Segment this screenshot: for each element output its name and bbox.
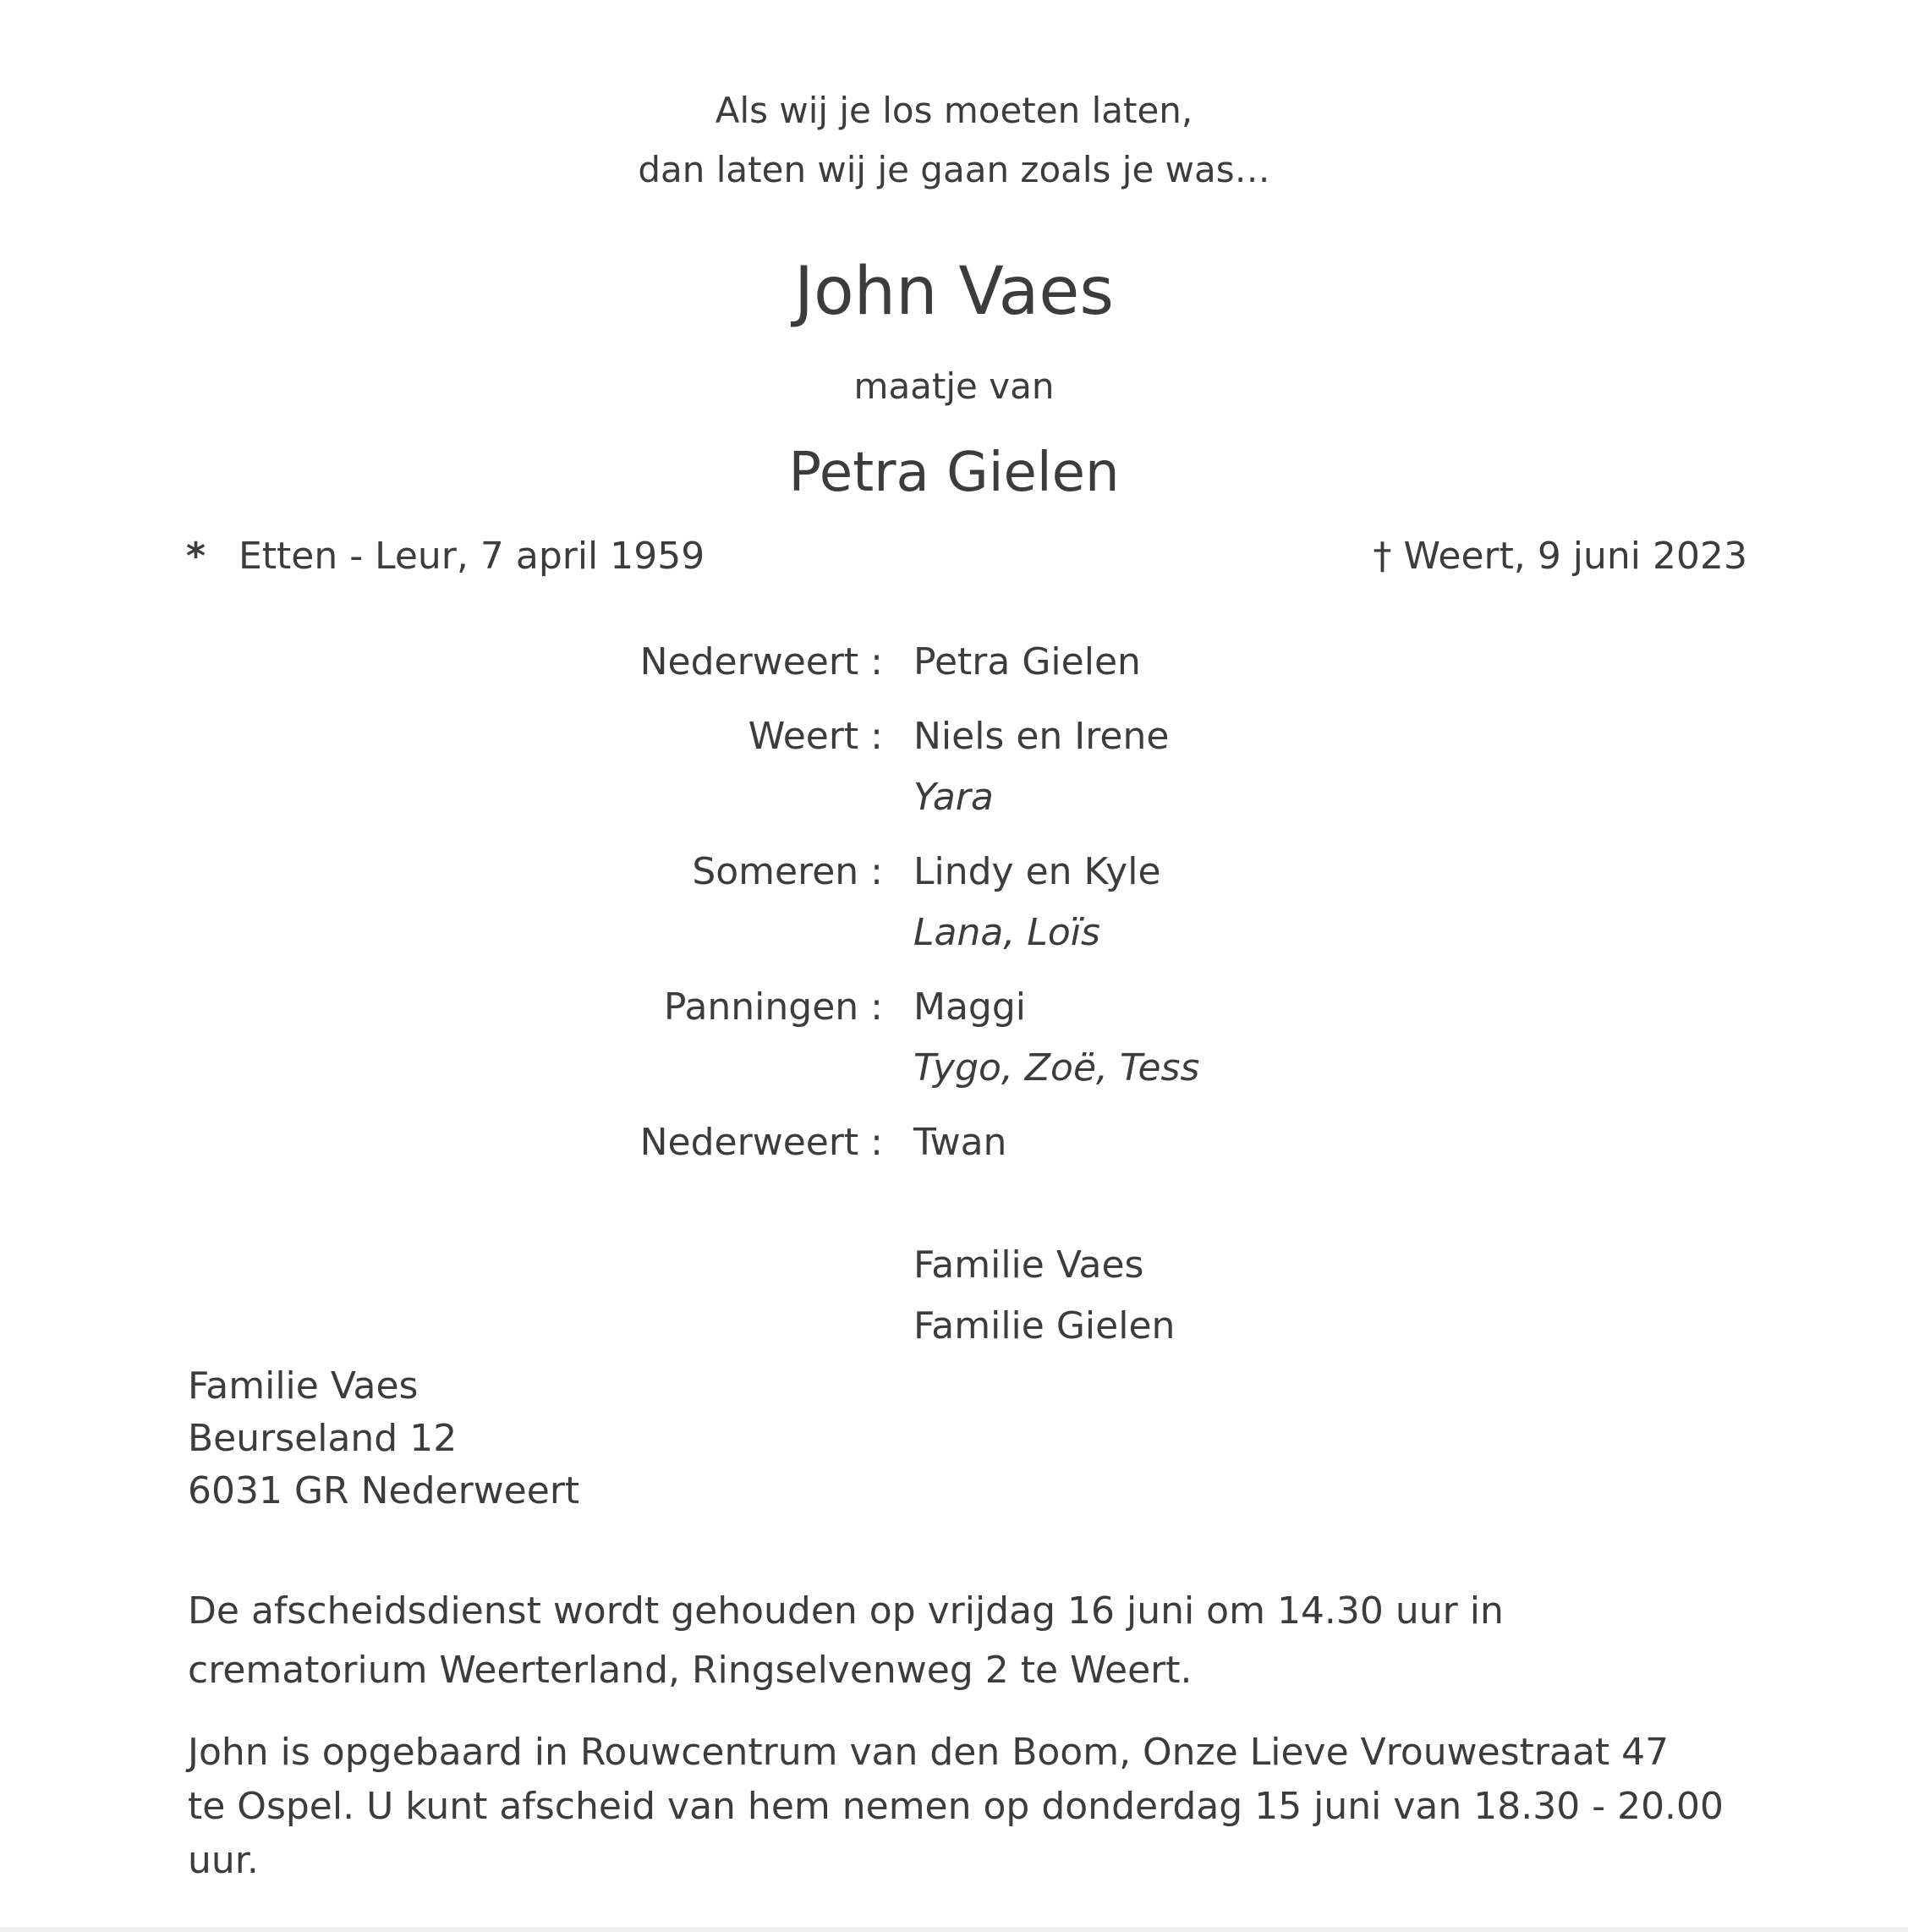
mailing-address [188,1360,579,1518]
family-children: Tygo, Zoë, Tess [913,1046,1200,1089]
family-names: Maggi [913,985,1027,1029]
verse [0,81,1908,200]
family-names: Petra Gielen [913,640,1141,683]
viewing-line-2: te Ospel. U kunt afscheid van hem nemen op donderdag 15 juni van 18.30 - 20.00 uur. [188,1785,1724,1882]
family-children: Yara [913,776,994,819]
family-names: Lindy en Kyle [913,850,1161,893]
family-names: Niels en Irene [913,715,1170,758]
family-place: Someren : [692,850,883,893]
viewing-paragraph [188,1726,1727,1888]
verse-line-2: dan laten wij je gaan zoals je was… [638,149,1270,190]
address-line: Beurseland 12 [188,1417,458,1460]
service-paragraph: De afscheidsdienst wordt gehouden op vrijdag 16 juni om 14.30 uur in crematorium Weerterland, Ringselvenweg 2 te Weert. [188,1589,1504,1692]
relation-text: maatje van [853,365,1055,407]
family-place: Panningen : [663,985,883,1029]
family-children: Lana, Loïs [913,911,1100,954]
family-group: Familie Gielen [913,1304,1176,1347]
family-group: Familie Vaes [913,1243,1144,1287]
address-line: Familie Vaes [188,1364,419,1408]
address-line: 6031 GR Nederweert [188,1469,580,1512]
death-info: † Weert, 9 juni 2023 [1373,535,1747,578]
family-place: Weert : [748,715,883,758]
family-place: Nederweert : [639,640,883,683]
viewing-line-1: John is opgebaard in Rouwcentrum van den Boom, Onze Lieve Vrouwestraat 47 [188,1731,1670,1774]
bottom-border [0,1927,1908,1932]
partner-name: Petra Gielen [788,442,1120,504]
verse-line-1: Als wij je los moeten laten, [715,90,1193,131]
deceased-name: John Vaes [793,254,1115,330]
birth-star-icon: * [186,535,206,578]
family-names: Twan [913,1121,1007,1164]
birth-info [186,535,705,578]
family-place: Nederweert : [639,1121,883,1164]
birth-text: Etten - Leur, 7 april 1959 [238,535,705,578]
